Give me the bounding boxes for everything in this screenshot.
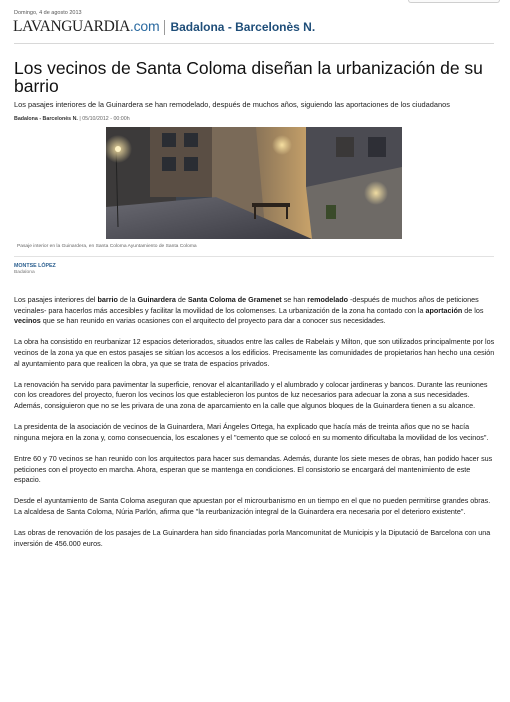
logo-main: LAVANGUARDIA: [13, 18, 130, 35]
p1-bold-barrio: barrio: [97, 295, 118, 304]
paragraph-5: Entre 60 y 70 vecinos se han reunido con los arquitectos para hacer sus demandas. Además, durante los siete meses de obras, han podido hacer sus peticiones con el proyecto en marcha. Ahora, esperan que se mantenga en condiciones. El consistorio se encargará del mantenimiento de este espacio.: [14, 453, 493, 485]
p1-bold-guinardera: Guinardera: [137, 295, 176, 304]
paragraph-3: La renovación ha servido para pavimentar la superficie, renovar el alcantarillado y el alumbrado y colocar jardineras y bancos. Durante las reuniones con los creadores del proyecto, fueron los vecinos los que establecieron los puntos de luz necesarios para adecuar la zona a sus necesidades. Además, consiguieron que no se les privara de una zona de aparcamiento en la calle que algunos bloques de la Guinardera tienen a su alcance.: [14, 379, 488, 410]
p1-text: se han: [281, 295, 308, 304]
paragraph-2: La obra ha consistido en reurbanizar 12 espacios deteriorados, situados entre las calles de Rabelais y Milton, que son utilizados principalmente por los vecinos de la zona ya que en estos pasajes se sitúan los accesos a los edificios. Precisamente las comunidades de propietarios han hecho una cesión al ayuntamiento para que realicen la obra, ya que se trata de espacios privados.: [14, 337, 495, 368]
p1-text: de la: [117, 295, 138, 304]
masthead: [13, 17, 315, 37]
p1-text: que se han reunido en varias ocasiones con el arquitecto del proyecto para dar a conocer sus necesidades.: [40, 316, 386, 326]
article-photo: [106, 127, 402, 239]
paragraph-1: [14, 295, 496, 327]
byline-divider: [14, 256, 494, 257]
paragraph-4: La presidenta de la asociación de vecinos de la Guinardera, Mari Ángeles Ortega, ha explicado que hacía más de treinta años que no se hacía ninguna mejora en la zona y, como consecuencia, los escalones y el "cemento que se colocó en su momento dificultaba la movilidad de los vecinos".: [14, 422, 489, 442]
p1-bold-vecinos: vecinos: [14, 316, 41, 326]
meta-date: | 05/10/2012 - 00:00h: [79, 116, 130, 122]
photo-caption: Pasaje interior en la Guinardera, en Santa Coloma Ayuntamiento de Santa Coloma: [17, 244, 197, 249]
article-headline: Los vecinos de Santa Coloma diseñan la urbanización de su barrio: [14, 58, 483, 96]
article-body: [14, 295, 496, 560]
masthead-divider: [164, 20, 165, 35]
header-divider: [14, 43, 494, 44]
logo-suffix: .com: [129, 18, 160, 34]
article-subtitle: Los pasajes interiores de la Guinardera se han remodelado, después de muchos años, siguiendo las aportaciones de los ciudadanos: [14, 100, 450, 109]
p1-text: Los pasajes interiores del: [14, 295, 98, 304]
author-location: Badalona: [14, 270, 35, 275]
search-box[interactable]: [408, 0, 500, 3]
p1-bold-remodelado: remodelado: [307, 295, 349, 304]
author-name[interactable]: MONTSE LÓPEZ: [14, 263, 56, 269]
paragraph-6: Desde el ayuntamiento de Santa Coloma aseguran que apuestan por el microurbanismo en un tiempo en el que no pueden permitirse grandes obras. La alcaldesa de Santa Coloma, Núria Parlón, afirma que "la reurbanización integral de la Guinardera era necesaria por el deterioro existente".: [14, 496, 491, 516]
p1-bold-aportacion: aportación: [425, 305, 463, 315]
p1-text: -después de muchos años de peticiones vecinales- para hacerlos más accesibles y facilitar la movilidad de los colomenses. La urbanización de la zona ha contado con la: [14, 295, 479, 315]
site-logo[interactable]: [13, 18, 159, 36]
p1-text: de: [175, 295, 188, 304]
paragraph-7: Las obras de renovación de los pasajes de La Guinardera han sido financiadas porla Mancomunitat de Municipis y la Diputació de Barcelona con una inversión de 456.000 euros.: [14, 528, 491, 548]
section-title[interactable]: Badalona - Barcelonès N.: [170, 20, 316, 34]
article-meta: [14, 116, 130, 122]
p1-text: de los: [462, 305, 484, 315]
p1-bold-santa-coloma: Santa Coloma de Gramenet: [187, 295, 282, 304]
meta-section[interactable]: Badalona - Barcelonès N.: [14, 116, 78, 122]
header-date: Domingo, 4 de agosto 2013: [14, 10, 82, 16]
